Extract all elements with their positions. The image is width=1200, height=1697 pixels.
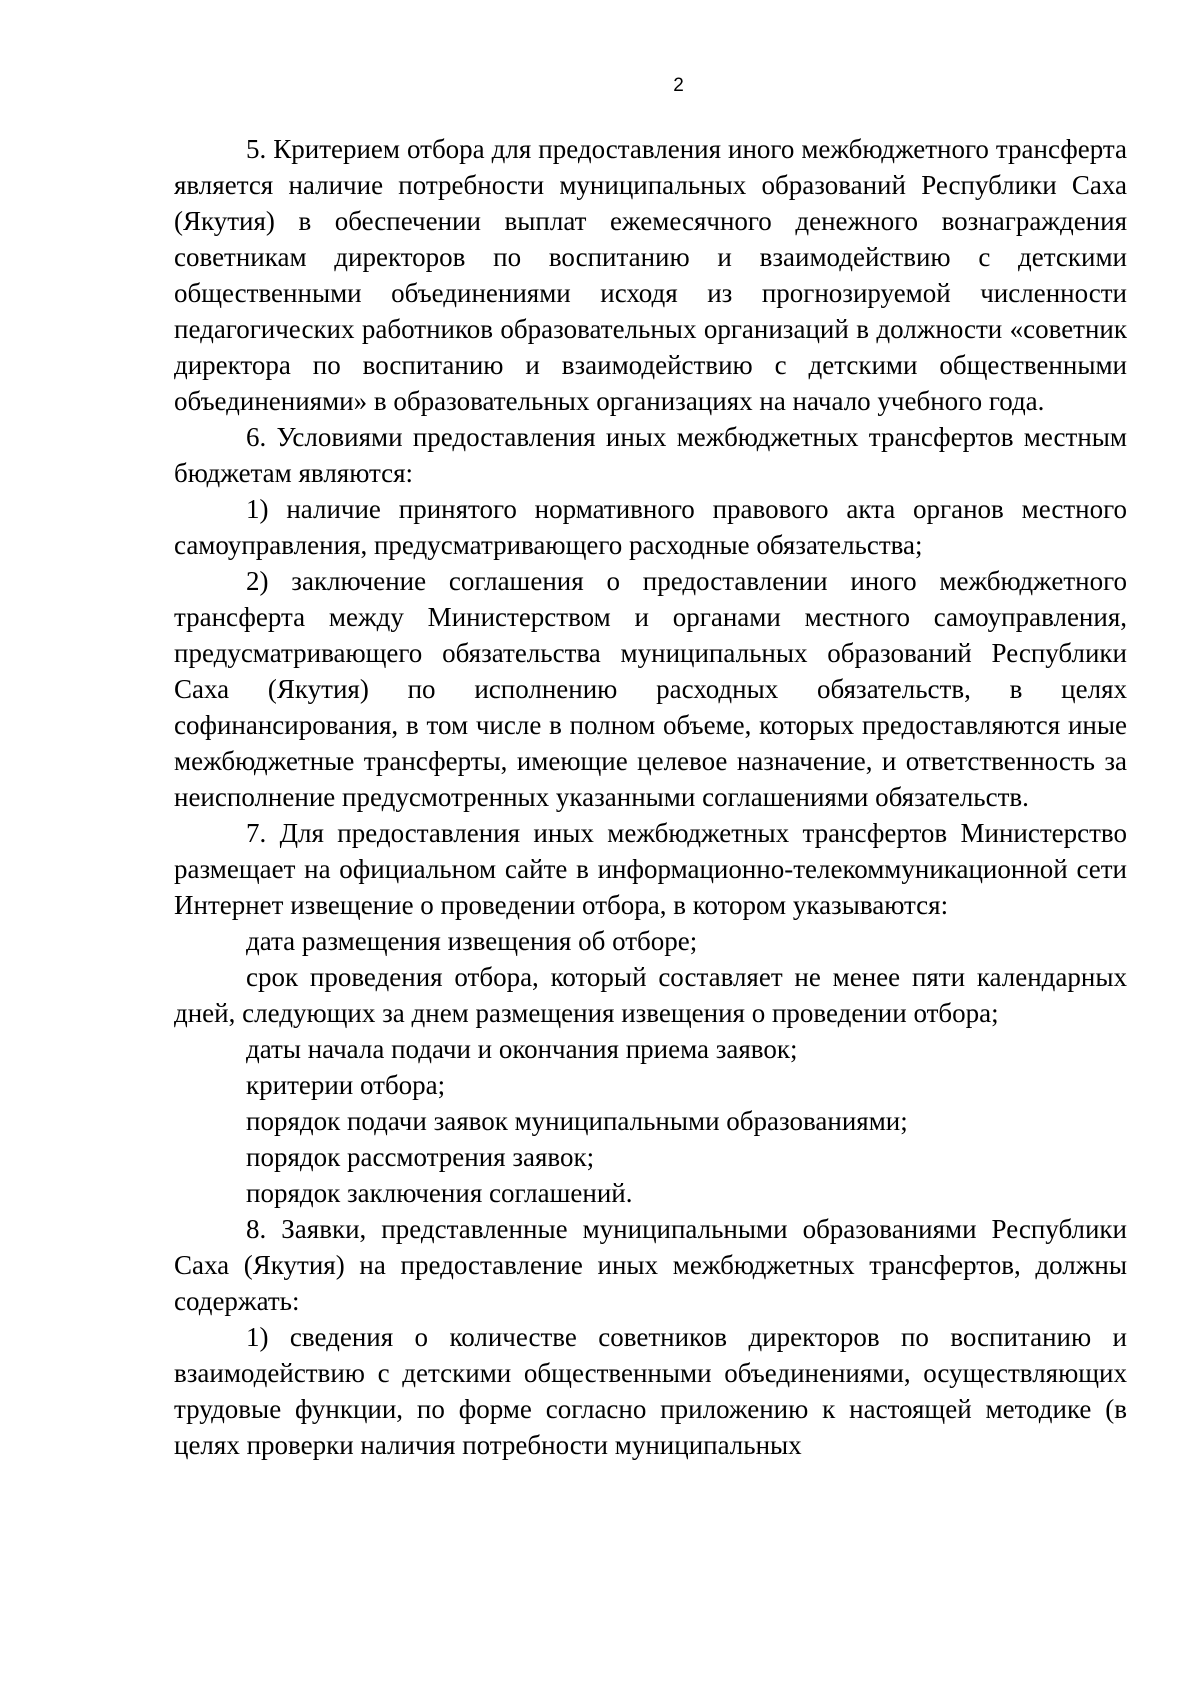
paragraph-8: 8. Заявки, представленные муниципальными образованиями Республики Саха (Якутия) на предоставление иных межбюджетных трансфертов, должны содержать: (174, 1214, 1127, 1316)
paragraph-6-item-1: 1) наличие принятого нормативного правового акта органов местного самоуправления, предусматривающего расходные обязательства; (174, 494, 1127, 560)
page-number: 2 (673, 75, 684, 96)
paragraph-8-item-1: 1) сведения о количестве советников директоров по воспитанию и взаимодействию с детскими общественными объединениями, осуществляющих трудовые функции, по форме согласно приложению к настоящей методике (в целях проверки наличия потребности муниципальных (174, 1322, 1127, 1460)
paragraph-7: 7. Для предоставления иных межбюджетных трансфертов Министерство размещает на официальном сайте в информационно-телекоммуникационной сети Интернет извещение о проведении отбора, в котором указываются: (174, 818, 1127, 920)
paragraph-7-item-agreements: порядок заключения соглашений. (246, 1178, 633, 1208)
paragraph-7-item-date: дата размещения извещения об отборе; (246, 926, 698, 956)
paragraph-6: 6. Условиями предоставления иных межбюджетных трансфертов местным бюджетам являются: (174, 422, 1127, 488)
paragraph-6-item-2: 2) заключение соглашения о предоставлении иного межбюджетного трансферта между Министерством и органами местного самоуправления, предусматривающего обязательства муниципальных образований Республики Саха (Якутия) по исполнению расходных обязательств, в целях софинансирования, в том числе в полном объеме, которых предоставляются иные межбюджетные трансферты, имеющие целевое назначение, и ответственность за неисполнение предусмотренных указанными соглашениями обязательств. (174, 566, 1127, 812)
paragraph-7-item-criteria: критерии отбора; (246, 1070, 446, 1100)
paragraph-7-item-submission: порядок подачи заявок муниципальными образованиями; (246, 1106, 908, 1136)
paragraph-7-item-dates: даты начала подачи и окончания приема заявок; (246, 1034, 798, 1064)
paragraph-7-item-term: срок проведения отбора, который составляет не менее пяти календарных дней, следующих за днем размещения извещения о проведении отбора; (174, 962, 1127, 1028)
document-body (174, 131, 1127, 1463)
paragraph-5: 5. Критерием отбора для предоставления иного межбюджетного трансферта является наличие потребности муниципальных образований Республики Саха (Якутия) в обеспечении выплат ежемесячного денежного вознаграждения советникам директоров по воспитанию и взаимодействию с детскими общественными объединениями исходя из прогнозируемой численности педагогических работников образовательных организаций в должности «советник директора по воспитанию и взаимодействию с детскими общественными объединениями» в образовательных организациях на начало учебного года. (174, 134, 1127, 416)
paragraph-7-item-review: порядок рассмотрения заявок; (246, 1142, 595, 1172)
